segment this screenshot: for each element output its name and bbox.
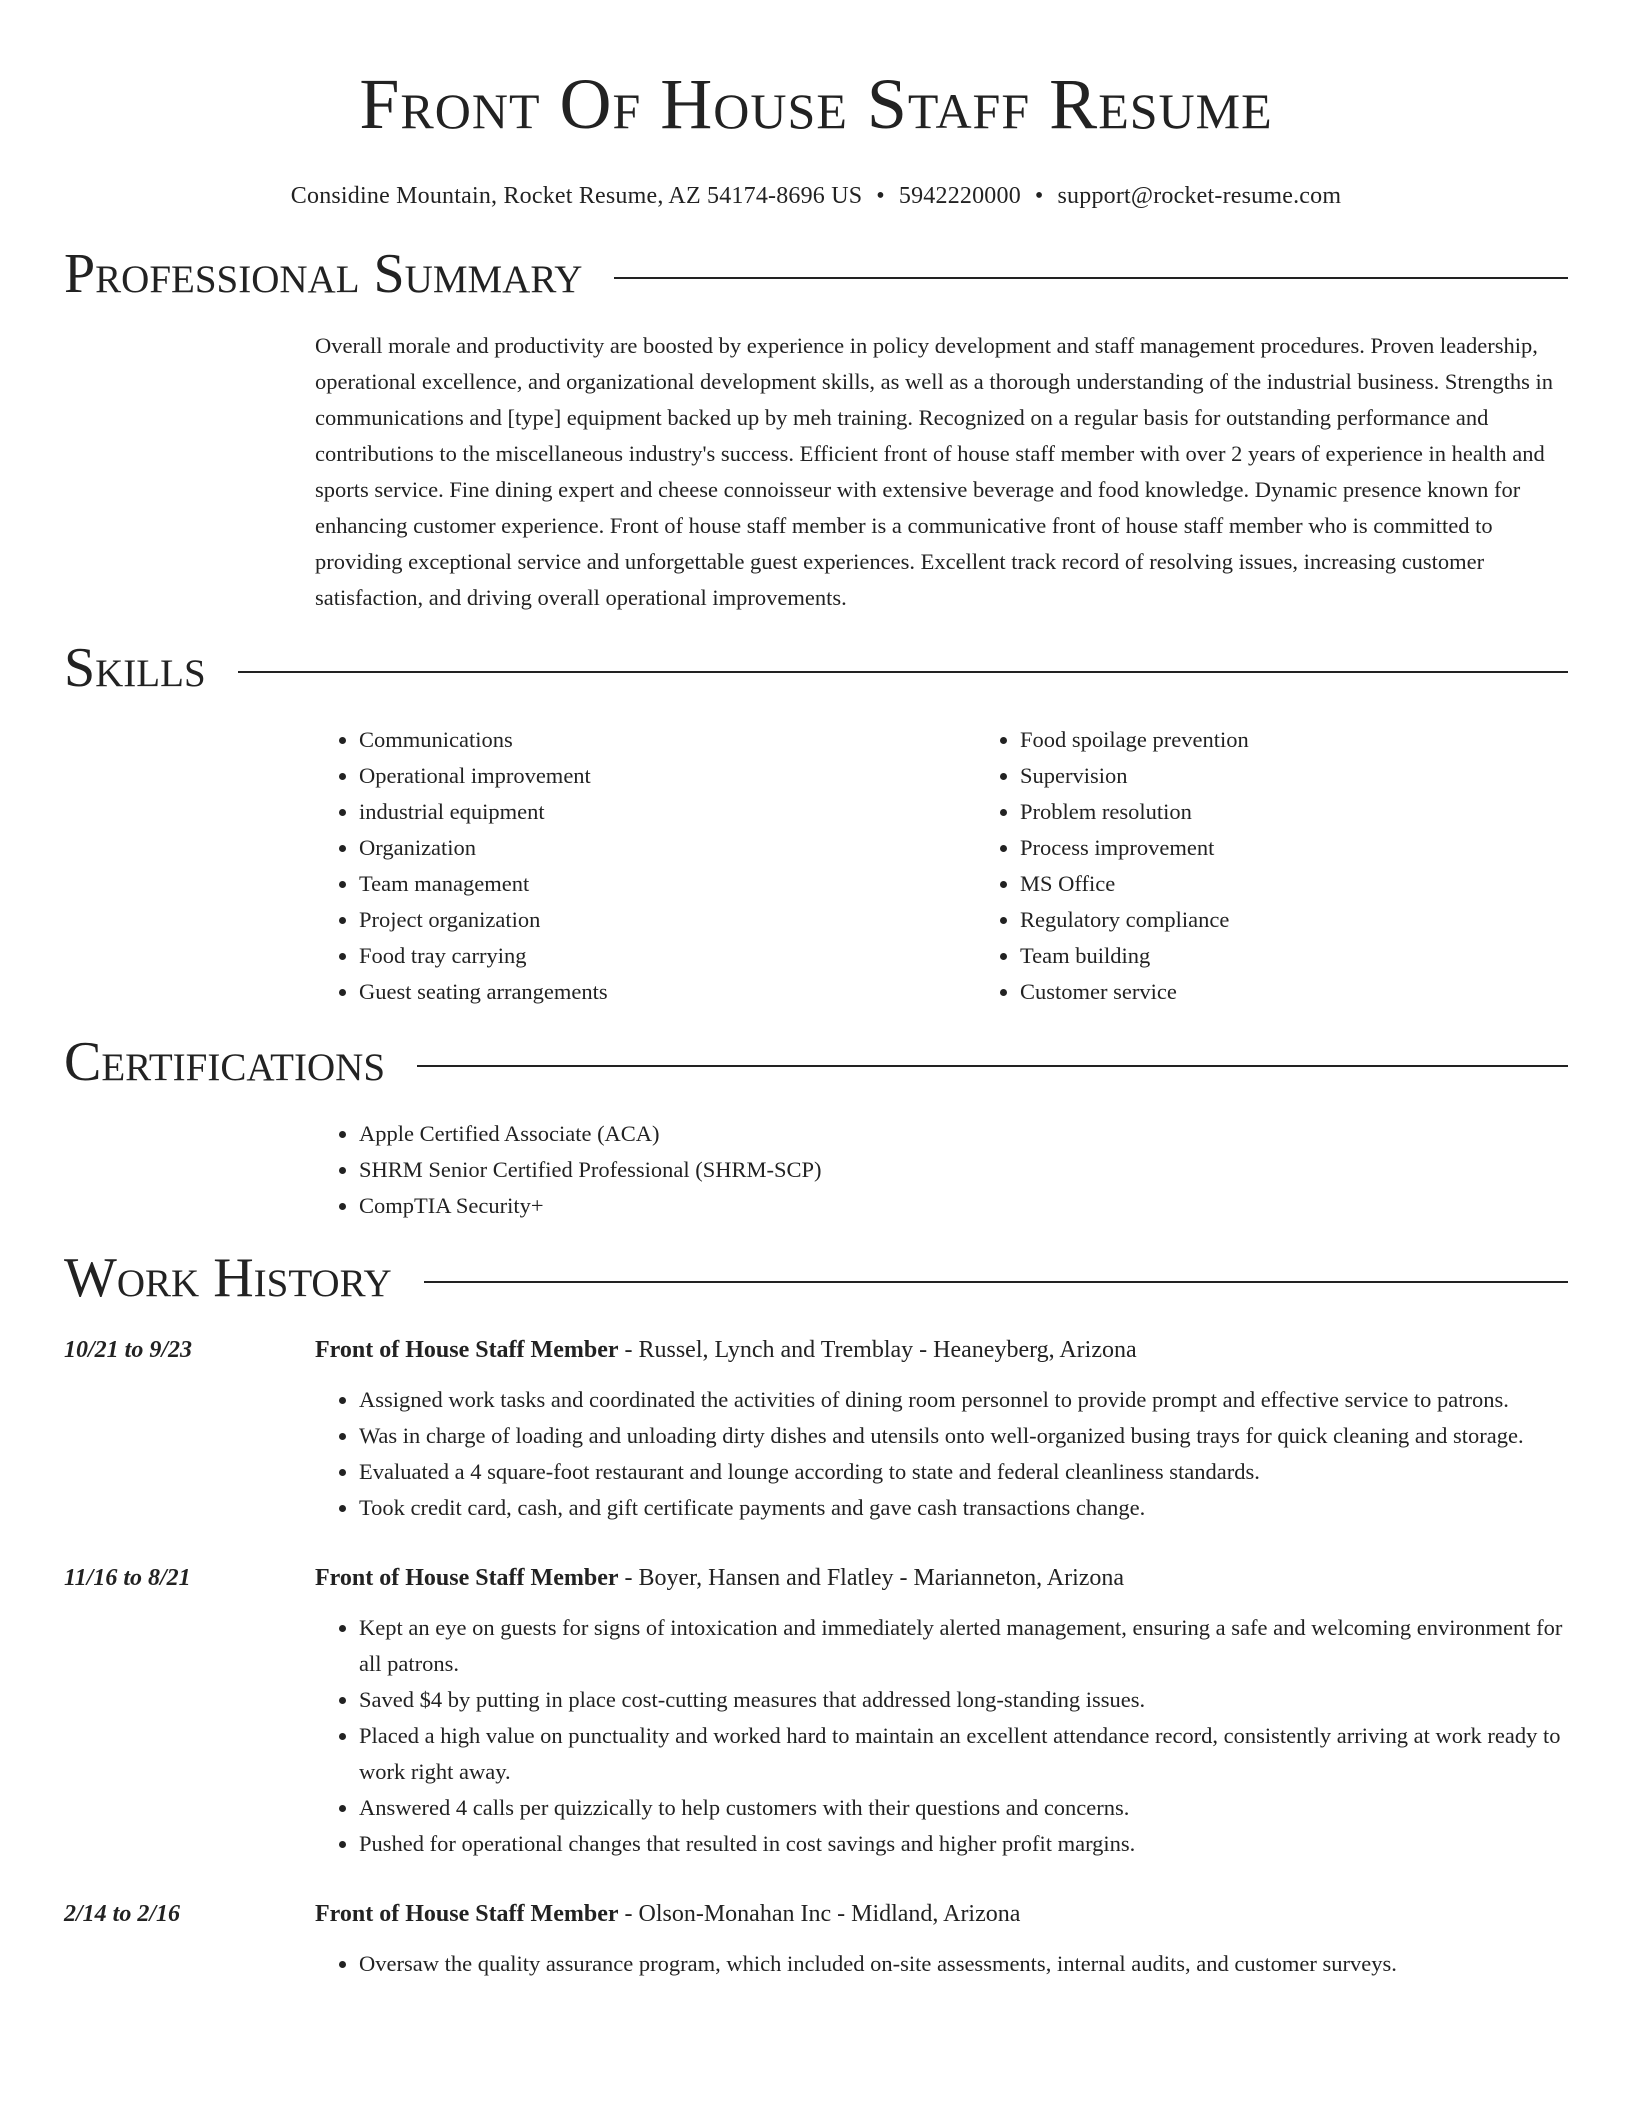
skill-item: • Guest seating arrangements: [359, 974, 976, 1010]
job-dates: 10/21 to 9/23: [64, 1337, 193, 1363]
skill-item: • Operational improvement: [359, 758, 976, 794]
job-bullet: • Kept an eye on guests for signs of intoxication and immediately alerted management, ensuring a safe and welcoming environment for all patrons.: [359, 1610, 1568, 1682]
job-employer: - Russel, Lynch and Tremblay - Heaneyberg, Arizona: [618, 1337, 1137, 1363]
job-detail: [315, 1560, 1568, 1862]
summary-text: Overall morale and productivity are boosted by experience in policy development and staff management procedures. Proven leadership, operational excellence, and organizational development skills, as well as a thorough understanding of the industrial business. Strengths in communications and [type] equipment backed up by meh training. Recognized on a regular basis for outstanding performance and contributions to the miscellaneous industry's success. Efficient front of house staff member with over 2 years of experience in health and sports service. Fine dining expert and cheese connoisseur with extensive beverage and food knowledge. Dynamic presence known for enhancing customer experience. Front of house staff member is a communicative front of house staff member who is committed to providing exceptional service and unforgettable guest experiences. Excellent track record of resolving issues, increasing customer satisfaction, and driving overall operational improvements.: [315, 333, 1554, 610]
job-title: Front of House Staff Member: [315, 1901, 619, 1927]
section-divider: [424, 1281, 1568, 1283]
certification-item: • CompTIA Security+: [359, 1188, 1568, 1224]
contact-line: [64, 180, 1568, 212]
job-detail: [315, 1896, 1568, 1982]
skill-item: • Team management: [359, 866, 976, 902]
skill-item: • Food spoilage prevention: [1020, 722, 1632, 758]
certifications-list: [315, 1116, 1568, 1224]
skills-section-header: [64, 636, 1568, 700]
summary-section-header: [64, 242, 1568, 306]
section-divider: [417, 1065, 1568, 1067]
job-title-line: [315, 1896, 1568, 1932]
certification-item: • Apple Certified Associate (ACA): [359, 1116, 1568, 1152]
work-section-header: [64, 1246, 1568, 1310]
contact-phone: 5942220000: [898, 183, 1021, 209]
job-dates: 2/14 to 2/16: [64, 1901, 181, 1927]
contact-email: support@rocket-resume.com: [1057, 183, 1342, 209]
skill-item: • MS Office: [1020, 866, 1632, 902]
skill-item: • Project organization: [359, 902, 976, 938]
job-title-line: [315, 1332, 1568, 1368]
skill-item: • industrial equipment: [359, 794, 976, 830]
job-bullet: • Took credit card, cash, and gift certificate payments and gave cash transactions change.: [359, 1490, 1568, 1526]
skill-item: • Customer service: [1020, 974, 1632, 1010]
contact-separator: •: [876, 183, 885, 209]
skills-list: [315, 722, 1568, 1010]
job-title: Front of House Staff Member: [315, 1565, 619, 1591]
skill-item: • Supervision: [1020, 758, 1632, 794]
certifications-heading: Certifications: [64, 1031, 386, 1093]
work-heading: Work History: [64, 1247, 392, 1309]
job-employer: - Olson-Monahan Inc - Midland, Arizona: [618, 1901, 1021, 1927]
job-bullet: • Oversaw the quality assurance program, which included on-site assessments, internal audits, and customer surveys.: [359, 1946, 1568, 1982]
resume-title: Front Of House Staff Resume: [359, 64, 1273, 144]
job-bullet: • Saved $4 by putting in place cost-cutting measures that addressed long-standing issues.: [359, 1682, 1568, 1718]
job-bullet: • Evaluated a 4 square-foot restaurant and lounge according to state and federal cleanliness standards.: [359, 1454, 1568, 1490]
job-bullets: [315, 1610, 1568, 1862]
certifications-section-header: [64, 1030, 1568, 1094]
section-divider: [238, 671, 1568, 673]
resume-page: [64, 0, 1568, 1982]
contact-separator: •: [1034, 183, 1044, 209]
job-entry: [64, 1896, 1568, 1982]
job-bullet: • Assigned work tasks and coordinated the activities of dining room personnel to provide prompt and effective service to patrons.: [359, 1382, 1568, 1418]
job-title-line: [315, 1560, 1568, 1596]
skill-item: • Communications: [359, 722, 976, 758]
skill-item: • Organization: [359, 830, 976, 866]
job-entry: [64, 1560, 1568, 1862]
skill-item: • Problem resolution: [1020, 794, 1632, 830]
skill-item: • Process improvement: [1020, 830, 1632, 866]
job-bullet: • Pushed for operational changes that resulted in cost savings and higher profit margins.: [359, 1826, 1568, 1862]
skill-item: • Team building: [1020, 938, 1632, 974]
job-dates: 11/16 to 8/21: [64, 1565, 191, 1591]
skills-heading: Skills: [64, 637, 206, 699]
job-bullet: • Was in charge of loading and unloading dirty dishes and utensils onto well-organized busing trays for quick cleaning and storage.: [359, 1418, 1568, 1454]
skills-column-left: [315, 722, 976, 1010]
job-bullets: [315, 1946, 1568, 1982]
skill-item: • Food tray carrying: [359, 938, 976, 974]
summary-heading: Professional Summary: [64, 243, 583, 305]
section-divider: [614, 277, 1568, 279]
job-entry: [64, 1332, 1568, 1526]
certification-item: • SHRM Senior Certified Professional (SHRM-SCP): [359, 1152, 1568, 1188]
job-employer: - Boyer, Hansen and Flatley - Marianneton, Arizona: [618, 1565, 1125, 1591]
job-bullets: [315, 1382, 1568, 1526]
skill-item: • Regulatory compliance: [1020, 902, 1632, 938]
skills-column-right: [976, 722, 1632, 1010]
contact-address: Considine Mountain, Rocket Resume, AZ 54174-8696 US: [290, 183, 863, 209]
job-detail: [315, 1332, 1568, 1526]
job-bullet: • Answered 4 calls per quizzically to help customers with their questions and concerns.: [359, 1790, 1568, 1826]
job-title: Front of House Staff Member: [315, 1337, 619, 1363]
job-bullet: • Placed a high value on punctuality and worked hard to maintain an excellent attendance record, consistently arriving at work ready to work right away.: [359, 1718, 1568, 1790]
